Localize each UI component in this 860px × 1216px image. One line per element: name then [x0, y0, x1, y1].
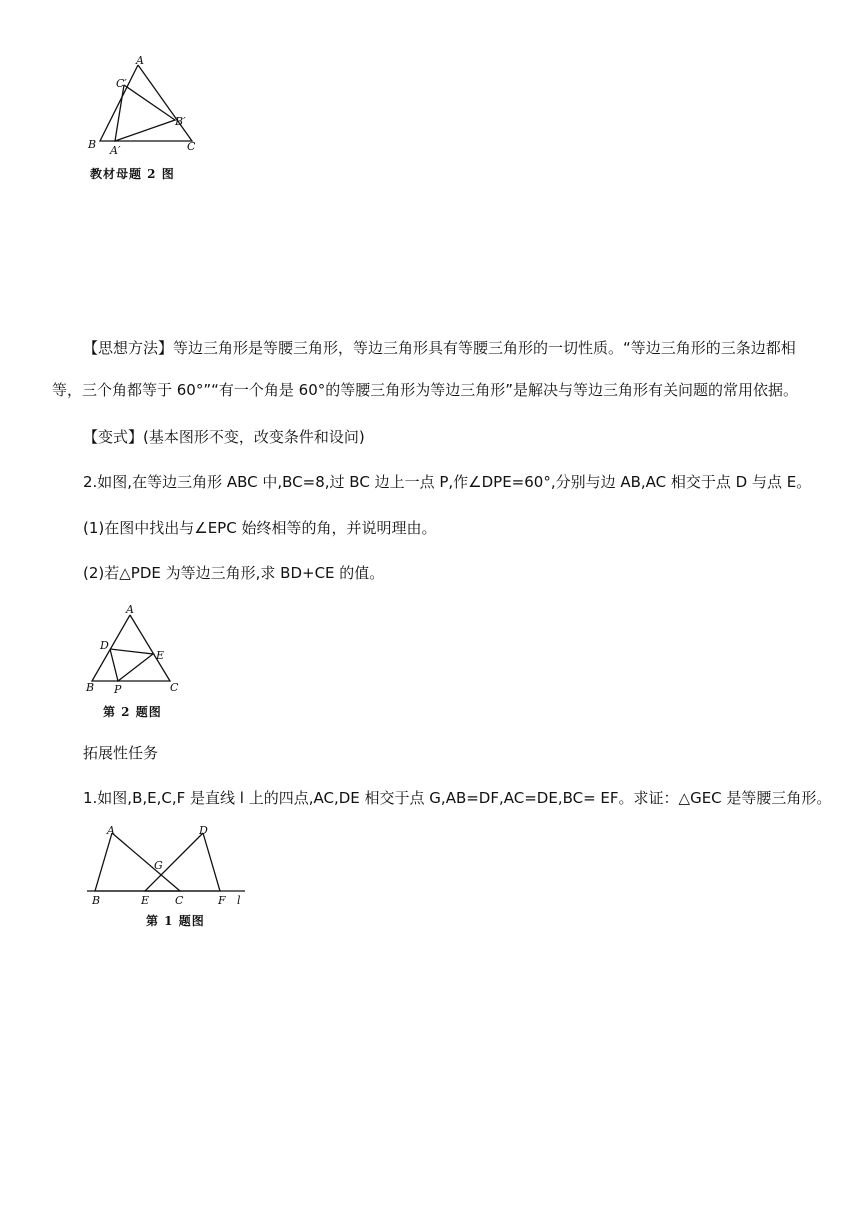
problem2-stem: 2.如图,在等边三角形 ABC 中,BC=8,过 BC 边上一点 P,作∠DPE=60°,分别与边 AB,AC 相交于点 D 与点 E。	[83, 473, 812, 491]
label-B: B	[86, 681, 95, 694]
label-D: D	[100, 639, 109, 652]
method-heading: 【思想方法】	[83, 339, 174, 357]
label-C: C	[175, 894, 184, 907]
label-G: G	[154, 859, 163, 872]
label-C: C	[187, 140, 196, 153]
label-E: E	[156, 649, 165, 662]
variant-line	[83, 427, 365, 447]
textbook-triangle-figure	[80, 55, 210, 160]
textbook-figure-caption: 教材母题 2 图	[90, 167, 175, 181]
extension-problem1: 1.如图,B,E,C,F 是直线 l 上的四点,AC,DE 相交于点 G,AB=DF,AC=DE,BC= EF。求证：△GEC 是等腰三角形。	[83, 789, 832, 807]
problem2-figure	[82, 603, 192, 698]
problem2-part2: (2)若△PDE 为等边三角形,求 BD+CE 的值。	[83, 564, 385, 582]
problem2-figure-caption: 第 2 题图	[103, 705, 162, 719]
label-l: l	[237, 894, 241, 907]
label-B: B	[92, 894, 101, 907]
extension-heading: 拓展性任务	[83, 744, 159, 762]
extension-figure-caption: 第 1 题图	[146, 914, 205, 928]
variant-note: (基本图形不变，改变条件和设问)	[143, 428, 365, 446]
label-C: C	[170, 681, 179, 694]
extension-figure	[85, 822, 255, 910]
label-A: A	[136, 55, 144, 67]
label-C-prime: C′	[116, 77, 127, 90]
label-P: P	[114, 683, 122, 696]
label-A: A	[126, 603, 134, 616]
label-F: F	[218, 894, 226, 907]
label-D: D	[199, 824, 208, 837]
problem2-part1: (1)在图中找出与∠EPC 始终相等的角，并说明理由。	[83, 519, 437, 537]
label-A-prime: A′	[110, 144, 121, 157]
method-line-1	[83, 338, 796, 358]
variant-heading: 【变式】	[83, 428, 144, 446]
method-line-2: 等，三个角都等于 60°”“有一个角是 60°的等腰三角形为等边三角形”是解决与等边三角形有关问题的常用依据。	[52, 381, 799, 399]
label-A: A	[107, 824, 115, 837]
method-text-1: 等边三角形是等腰三角形，等边三角形具有等腰三角形的一切性质。“等边三角形的三条边都相	[173, 339, 796, 357]
label-B: B	[88, 138, 97, 151]
label-E: E	[141, 894, 150, 907]
label-B-prime: B′	[175, 115, 186, 128]
